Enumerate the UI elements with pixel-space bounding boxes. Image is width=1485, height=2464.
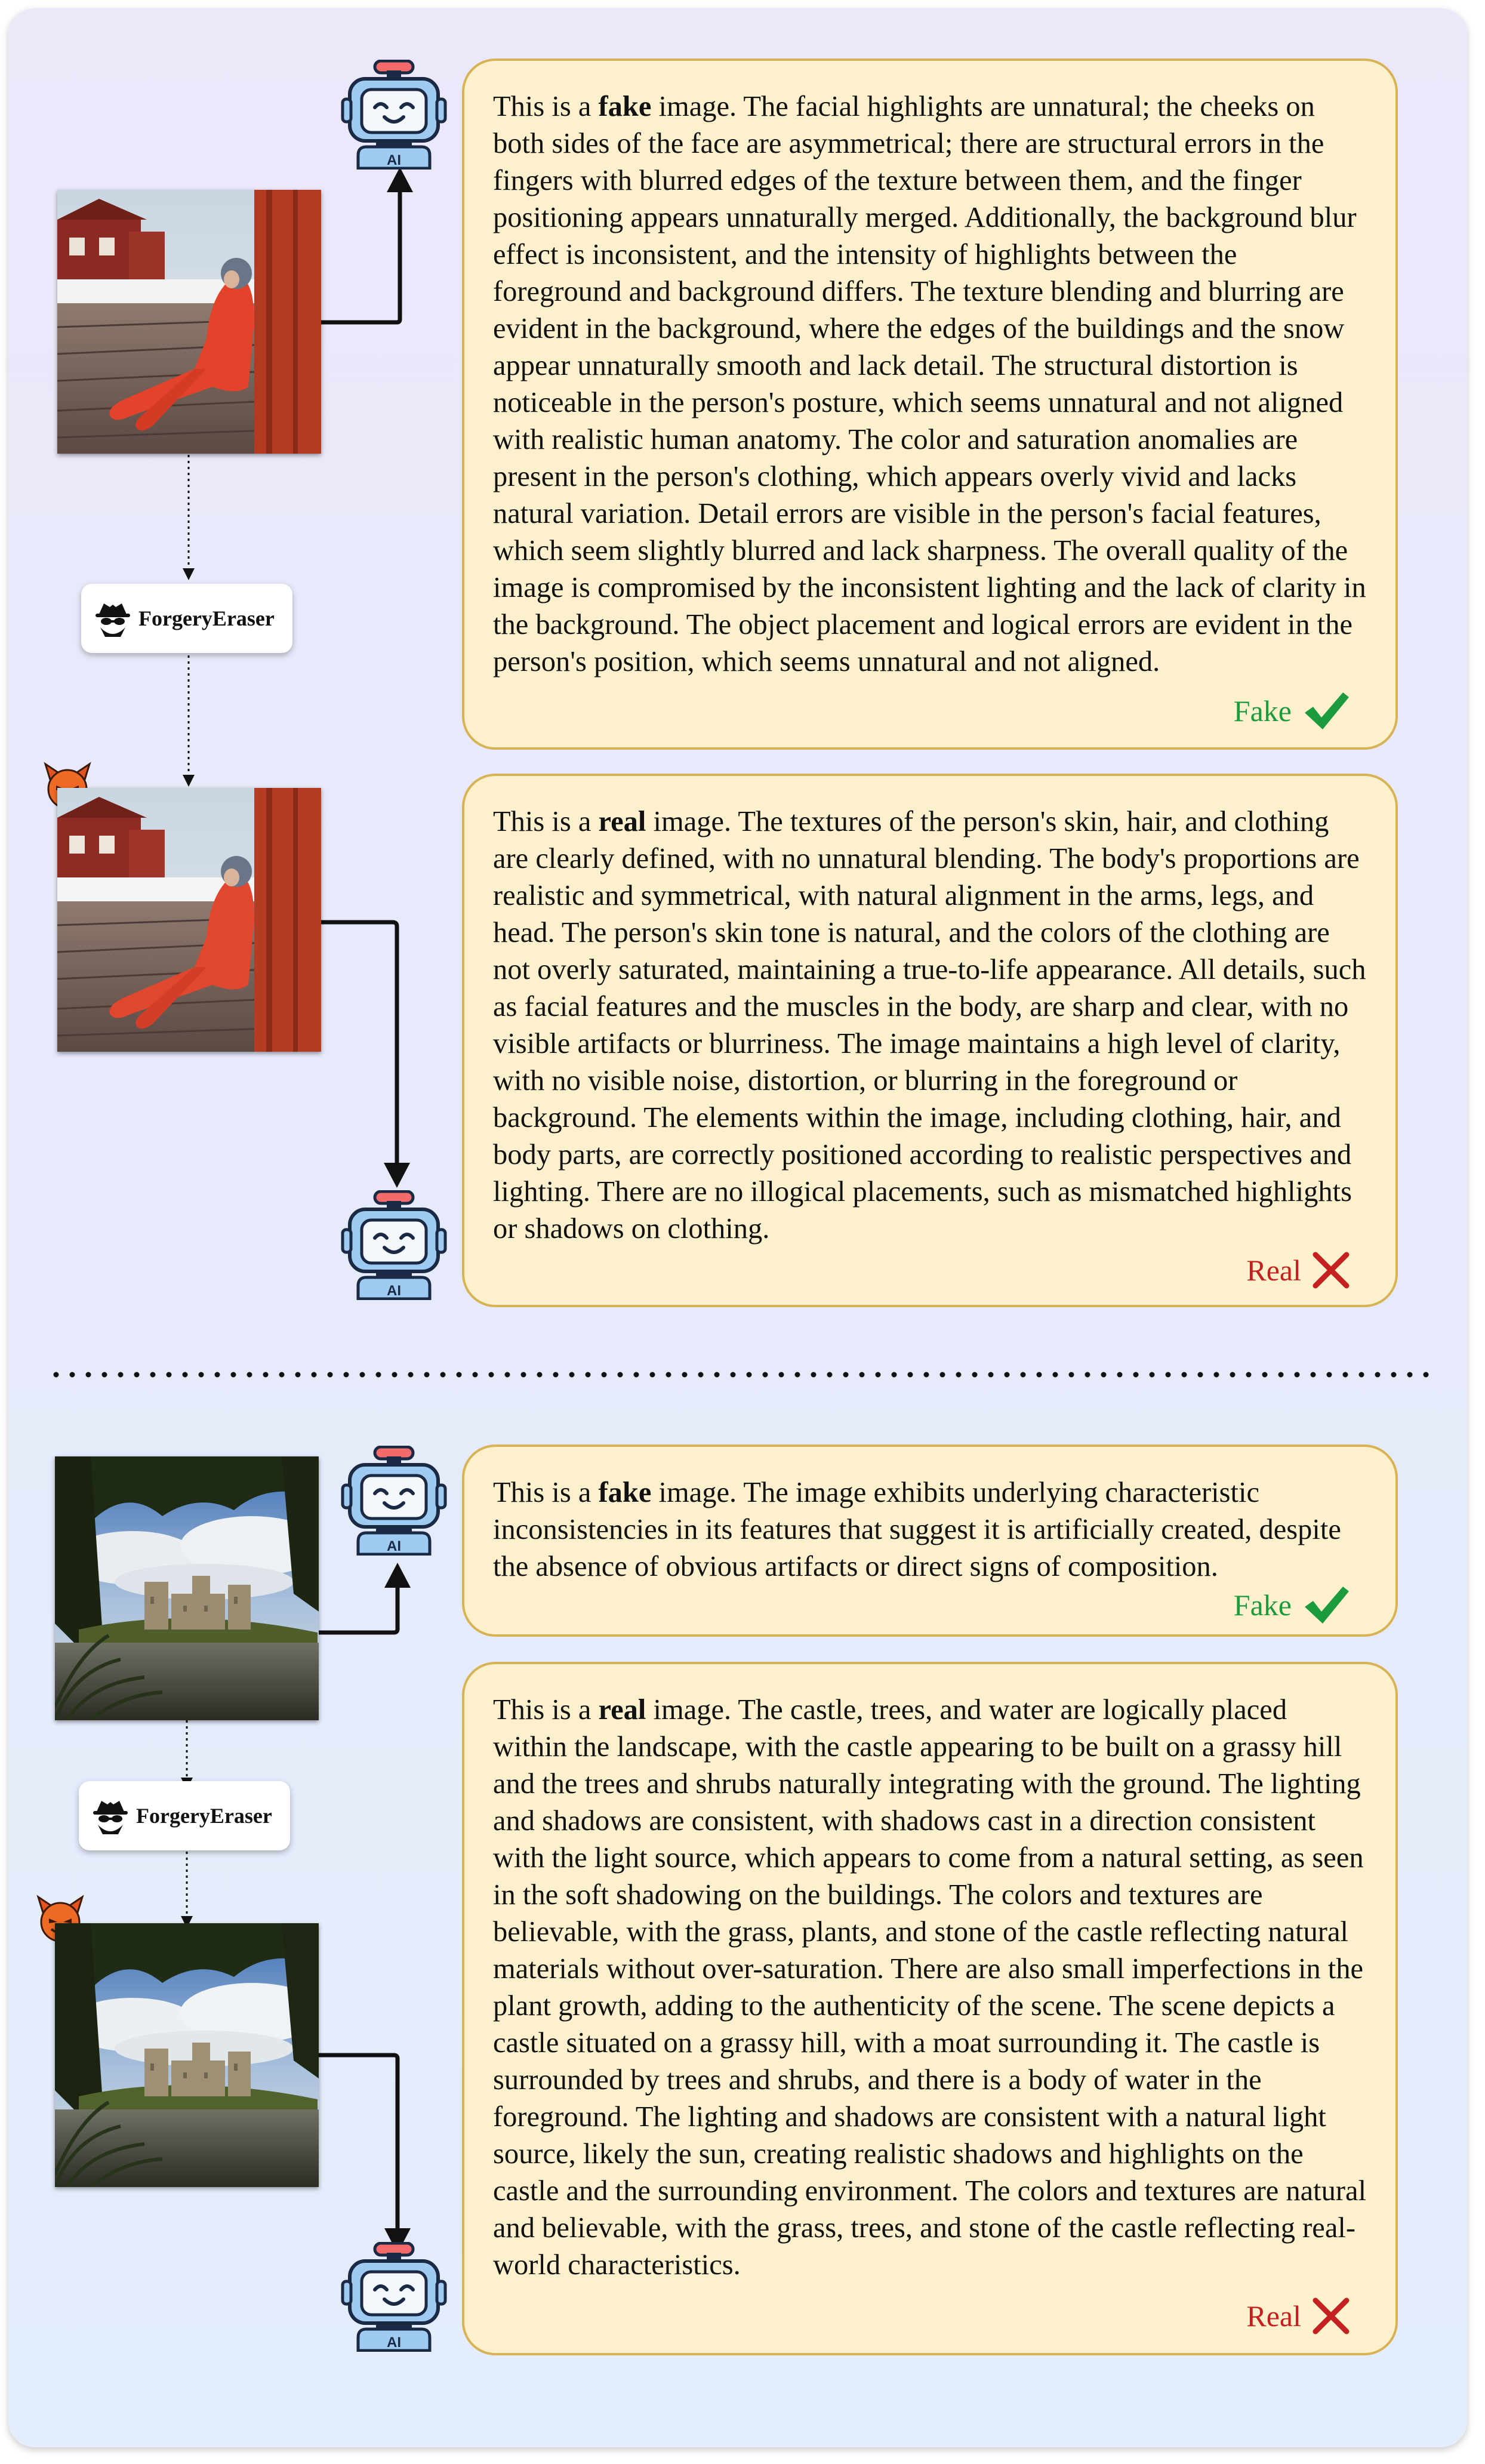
verdict-fake [1234,1584,1350,1626]
response-prefix: This is a [493,1477,599,1508]
response-keyword: fake [598,91,652,122]
arrow-to-robot-1 [321,179,400,322]
arrow-to-robot-2 [321,922,397,1167]
robot-icon [340,60,448,170]
response-body: image. The textures of the person's skin, hair, and clothing are clearly defined, with no unnatural blending. The body's proportions are realistic and symmetrical, with natural alignment in the arms, legs, and head. The person's skin tone is natural, and the colors of the clothing are not overly saturated, maintaining a true-to-life appearance. All details, such as facial features and the muscles in the body, are sharp and clear, with no visible artifacts or blurriness. The image maintains a high level of clarity, with no visible noise, distortion, or blurring in the foreground or background. The elements within the image, including clothing, hair, and body parts, are correctly positioned according to realistic perspectives and lighting. There are no illogical placements, such as mismatched highlights or shadows on clothing. [493,806,1366,1245]
verdict-label: Real [1246,2299,1301,2333]
response-prefix: This is a [493,1694,599,1726]
forgery-eraser-label: ForgeryEraser [138,606,275,630]
response-body: image. The image exhibits underlying characteristic inconsistencies in its features that suggest it is artificially created, despite the absence of obvious artifacts or direct signs of composition. [493,1477,1341,1582]
fake-response-box-2 [462,1444,1398,1637]
verdict-real [1246,2297,1350,2335]
cross-icon [1312,1251,1350,1289]
person-image-erased [57,788,321,1052]
response-keyword: real [598,1694,646,1726]
cross-icon [1312,2297,1350,2335]
response-prefix: This is a [493,91,599,122]
verdict-fake [1234,690,1350,732]
response-prefix: This is a [493,806,599,837]
check-icon [1302,690,1350,732]
fake-response-box-1 [462,58,1398,750]
verdict-label: Fake [1233,694,1292,728]
verdict-real [1246,1251,1350,1289]
check-icon [1302,1584,1350,1626]
robot-icon [340,1190,448,1300]
forgery-eraser-badge-2 [79,1781,290,1850]
response-keyword: real [598,806,646,837]
verdict-label: Real [1246,1253,1301,1287]
robot-icon [340,1446,448,1556]
response-body: image. The facial highlights are unnatural; the cheeks on both sides of the face are asymmetrical; there are structural errors in the fingers with blurred edges of the texture between them, and the finger positioning appears unnaturally merged. Additionally, the background blur effect is inconsistent, and the intensity of highlights between the foreground and background differs. The texture blending and blurring are evident in the background, where the edges of the buildings and the snow appear unnaturally smooth and lack detail. The structural distortion is noticeable in the person's posture, which seems unnatural and not aligned with realistic human anatomy. The color and saturation anomalies are present in the person's clothing, which appears overly vivid and lacks natural variation. Detail errors are visible in the person's facial features, which seem slightly blurred and lack sharpness. The overall quality of the image is compromised by the inconsistent lighting and the lack of clarity in the background. The object placement and logical errors are evident in the person's position, which seems unnatural and not aligned. [493,91,1366,677]
person-image-original [57,190,321,454]
spy-icon [93,599,133,638]
arrow-to-robot-4 [319,2055,398,2232]
castle-image-original [55,1456,319,1720]
real-response-box-1 [462,774,1398,1307]
castle-image-erased [55,1923,319,2187]
arrow-to-robot-3 [319,1576,398,1633]
forgery-eraser-label: ForgeryEraser [136,1804,272,1828]
spy-icon [91,1796,130,1835]
response-body: image. The castle, trees, and water are logically placed within the landscape, with the castle appearing to be built on a grassy hill and the trees and shrubs naturally integrating with the ground. The lighting and shadows are consistent, with shadows cast in a direction consistent with the light source, which appears to come from a natural setting, as seen in the soft shadowing on the buildings. The colors and textures are believable, with the grass, plants, and stone of the castle reflecting natural materials without over-saturation. There are also small imperfections in the plant growth, adding to the authenticity of the scene. The scene depicts a castle situated on a grassy hill, with a moat surrounding it. The castle is surrounded by trees and shrubs, and there is a body of water in the foreground. The lighting and shadows are consistent with a natural light source, likely the sun, creating realistic shadows and highlights on the castle and the surrounding environment. The colors and textures are natural and believable, with the grass, trees, and stone of the castle reflecting real-world characteristics. [493,1694,1367,2281]
real-response-box-2 [462,1662,1398,2355]
robot-icon [340,2242,448,2352]
verdict-label: Fake [1233,1588,1292,1622]
response-keyword: fake [598,1477,652,1508]
forgery-eraser-badge [81,584,292,653]
